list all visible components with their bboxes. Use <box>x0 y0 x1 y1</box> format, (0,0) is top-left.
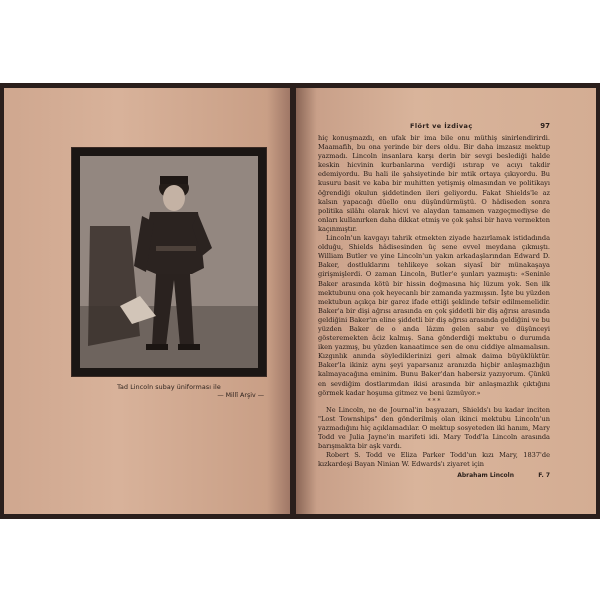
photo-credit: — Millî Arşiv — <box>217 392 264 399</box>
paragraph: hiç konuşmazdı, en ufak bir ima bile onu müthiş sinirlendirirdi. Maamafih, bu ona yerinde bir ders oldu. Bir daha imzasız mektup yazmadı. Lincoln insanlara karşı derin bir sevgi beslediği halde keskin hicvinin kurbanlarına verdiği ıstırap ve acıyı takdir edemiyordu. Bu hali ile şahsiyetinde bir mtik ortaya çıkıyordu. Bu kusuru basit ve kaba bir muhitten yetişmiş olmasından ve politikayı öğrendiği okulun şiddetinden ileri geliyordu. Fakat Shields'le az kalsın yapacağı düello onu düşündürmüştü. O hâdiseden sonra politika silâhı olarak hicvi ve alaydan tamamen vazgeçmediyse de onları kullanırken daha dikkat etmiş ve çok şahsi bir hava vermekten kaçınmıştır. <box>318 134 550 233</box>
section-separator: * * * <box>427 397 441 405</box>
photograph-frame <box>72 148 266 376</box>
footer-book-title: Abraham Lincoln <box>457 472 514 479</box>
footer-signature-mark: F. 7 <box>538 472 550 479</box>
photo-caption <box>60 384 278 399</box>
page-footer <box>318 472 550 481</box>
portrait-figure-icon <box>80 156 258 368</box>
paragraph: Robert S. Todd ve Eliza Parker Todd'un kızı Mary, 1837'de kızkardeşi Bayan Ninian W. Edwards'ı ziyaret için <box>318 451 550 469</box>
running-head-title: Flört ve İzdivaç <box>410 122 473 130</box>
body-text <box>318 134 550 469</box>
photo-caption-text: Tad Lincoln subay üniforması ile <box>117 384 221 391</box>
paragraph: Ne Lincoln, ne de Journal'in başyazarı, Shields'ı bu kadar inciten "Lost Townships" den gönderilmiş olan ikinci mektubu Lincoln'un yazmadığını hiç açıklamadılar. O mektup sosyeteden iki hanım, Mary Todd ve Julia Jayne'in marifeti idi. Mary Todd'la Lincoln arasında barışmakta bir aşk vardı. <box>318 405 550 451</box>
paragraph: Lincoln'un kavgayı tahrik etmekten ziyade hazırlamak istidadında olduğu, Shields hâdisesinden üç sene evvel meydana çıkmıştı. William Butler ve yine Lincoln'un yakın arkadaşlarından Edward D. Baker, dostluklarını tehlikeye sokan siyasî bir münakaşaya girişmişlerdi. O zaman Lincoln, Butler'e şunları yazmıştı: «Seninle Baker arasında kötü bir hissin doğmasına hiç lüzum yok. Sen ilk mektubunu ona çok heyecanlı bir zamanda yazmışsın. İşte bu yüzden mektubun açıkça bir garez ifade ettiği şeklinde tefsir edilmemelidir. Baker'a bir dişi ağrısı arasında en çok şiddetli bir diş ağrısı arasında geldiğini Baker'ın eline şiddetli bir diş ağrısı arasında geldiğini ve bu yüzden Baker de o anda lâzım gelen sabır ve düşünceyi gösteremekten âciz kalmış. Sana gönderdiği mektubu o durumda iken yazmış, bu yüzden kanaatimce sen de onu ciddiye almamalısın. Kızgınlık anında söylediklerinizi geri almak daima büyüklüktür. Baker'la ikiniz aynı şeyi yaparsanız aranızda hiçbir anlaşmazlığın kalmayacağına eminim. Bunu Baker'dan habersiz yazıyorum. Çünkü en sevdiğim dostlarımdan ikisi arasında bir anlaşmazlık çıktığını görmek kadar hoşuma gitmez ve beni üzmüyor.» <box>318 234 550 397</box>
running-header <box>300 122 550 132</box>
photograph-tad-lincoln <box>80 156 258 368</box>
page-number: 97 <box>540 122 550 130</box>
